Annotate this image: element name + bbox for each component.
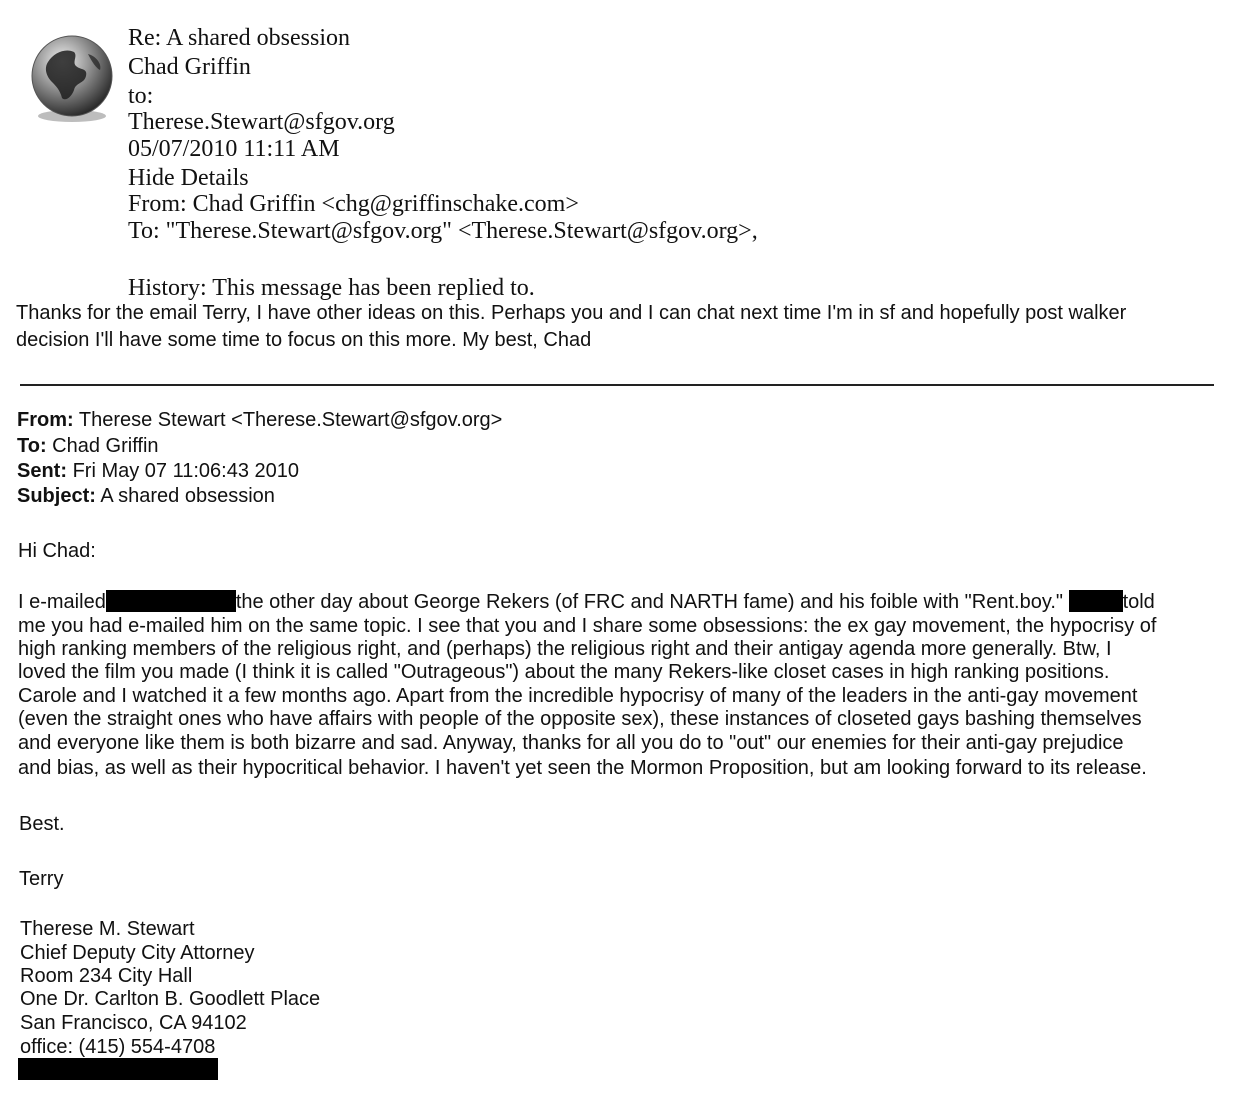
redaction-bar bbox=[18, 1058, 218, 1080]
para-line-2: me you had e-mailed him on the same topic. I see that you and I share some obsessions: the ex gay movement, the hypocrisy of bbox=[18, 615, 1157, 637]
divider bbox=[20, 384, 1214, 386]
to-address: Therese.Stewart@sfgov.org bbox=[128, 109, 395, 135]
orig-from-row bbox=[17, 408, 502, 432]
sig-title: Chief Deputy City Attorney bbox=[20, 942, 255, 964]
redaction-bar bbox=[1069, 590, 1123, 612]
datetime: 05/07/2010 11:11 AM bbox=[128, 136, 340, 162]
para-line-8: and bias, as well as their hypocritical behavior. I haven't yet seen the Mormon Proposition, but am looking forward to its release. bbox=[18, 757, 1147, 779]
signoff: Terry bbox=[19, 868, 64, 890]
para-line-7: and everyone like them is both bizarre and sad. Anyway, thanks for all you do to "out" our enemies for their anti-gay prejudice bbox=[18, 732, 1124, 754]
para-line-6: (even the straight ones who have affairs with people of the opposite sex), these instances of closeted gays bashing themselves bbox=[18, 708, 1142, 730]
para-line-5: Carole and I watched it a few months ago. Apart from the incredible hypocrisy of many of the leaders in the anti-gay movement bbox=[18, 685, 1138, 707]
orig-from-label: From: bbox=[17, 409, 74, 431]
sig-street: One Dr. Carlton B. Goodlett Place bbox=[20, 988, 321, 1010]
orig-subject-value: A shared obsession bbox=[100, 485, 275, 507]
para-line-1-a: I e-mailed bbox=[18, 591, 106, 613]
orig-subject-row bbox=[17, 484, 275, 508]
para-line-1-c: told bbox=[1122, 591, 1155, 613]
orig-to-label: To: bbox=[17, 435, 47, 457]
para-line-1 bbox=[18, 590, 1238, 614]
to-label: to: bbox=[128, 83, 154, 109]
subject-line: Re: A shared obsession bbox=[128, 25, 350, 51]
orig-sent-row bbox=[17, 459, 299, 483]
orig-to-row bbox=[17, 434, 159, 458]
sig-phone: office: (415) 554-4708 bbox=[20, 1036, 216, 1058]
reply-line-1: Thanks for the email Terry, I have other ideas on this. Perhaps you and I can chat next time I'm in sf and hopefully post walker bbox=[16, 302, 1127, 324]
globe-icon bbox=[26, 32, 120, 126]
orig-sent-value: Fri May 07 11:06:43 2010 bbox=[72, 460, 299, 482]
history-line: History: This message has been replied to. bbox=[128, 275, 535, 301]
sig-room: Room 234 City Hall bbox=[20, 965, 193, 987]
closing: Best. bbox=[19, 813, 65, 835]
para-line-1-b: the other day about George Rekers (of FRC and NARTH fame) and his foible with "Rent.boy." bbox=[235, 591, 1063, 613]
orig-sent-label: Sent: bbox=[17, 460, 67, 482]
redaction-bar bbox=[106, 590, 236, 612]
sig-city: San Francisco, CA 94102 bbox=[20, 1012, 247, 1034]
to-detail: To: "Therese.Stewart@sfgov.org" <Therese.Stewart@sfgov.org>, bbox=[128, 218, 758, 244]
orig-from-value: Therese Stewart <Therese.Stewart@sfgov.org> bbox=[78, 409, 503, 431]
hide-details-link[interactable]: Hide Details bbox=[128, 165, 249, 191]
sig-name: Therese M. Stewart bbox=[20, 918, 195, 940]
orig-subject-label: Subject: bbox=[17, 485, 96, 507]
para-line-4: loved the film you made (I think it is called "Outrageous") about the many Rekers-like closet cases in high ranking positions. bbox=[18, 661, 1110, 683]
sender-name: Chad Griffin bbox=[128, 54, 251, 80]
orig-to-value: Chad Griffin bbox=[52, 435, 159, 457]
greeting: Hi Chad: bbox=[18, 540, 96, 562]
from-detail: From: Chad Griffin <chg@griffinschake.com> bbox=[128, 191, 579, 217]
para-line-3: high ranking members of the religious right, and (perhaps) the religious right and their antigay agenda more generally. Btw, I bbox=[18, 638, 1112, 660]
reply-line-2: decision I'll have some time to focus on this more. My best, Chad bbox=[16, 329, 592, 351]
